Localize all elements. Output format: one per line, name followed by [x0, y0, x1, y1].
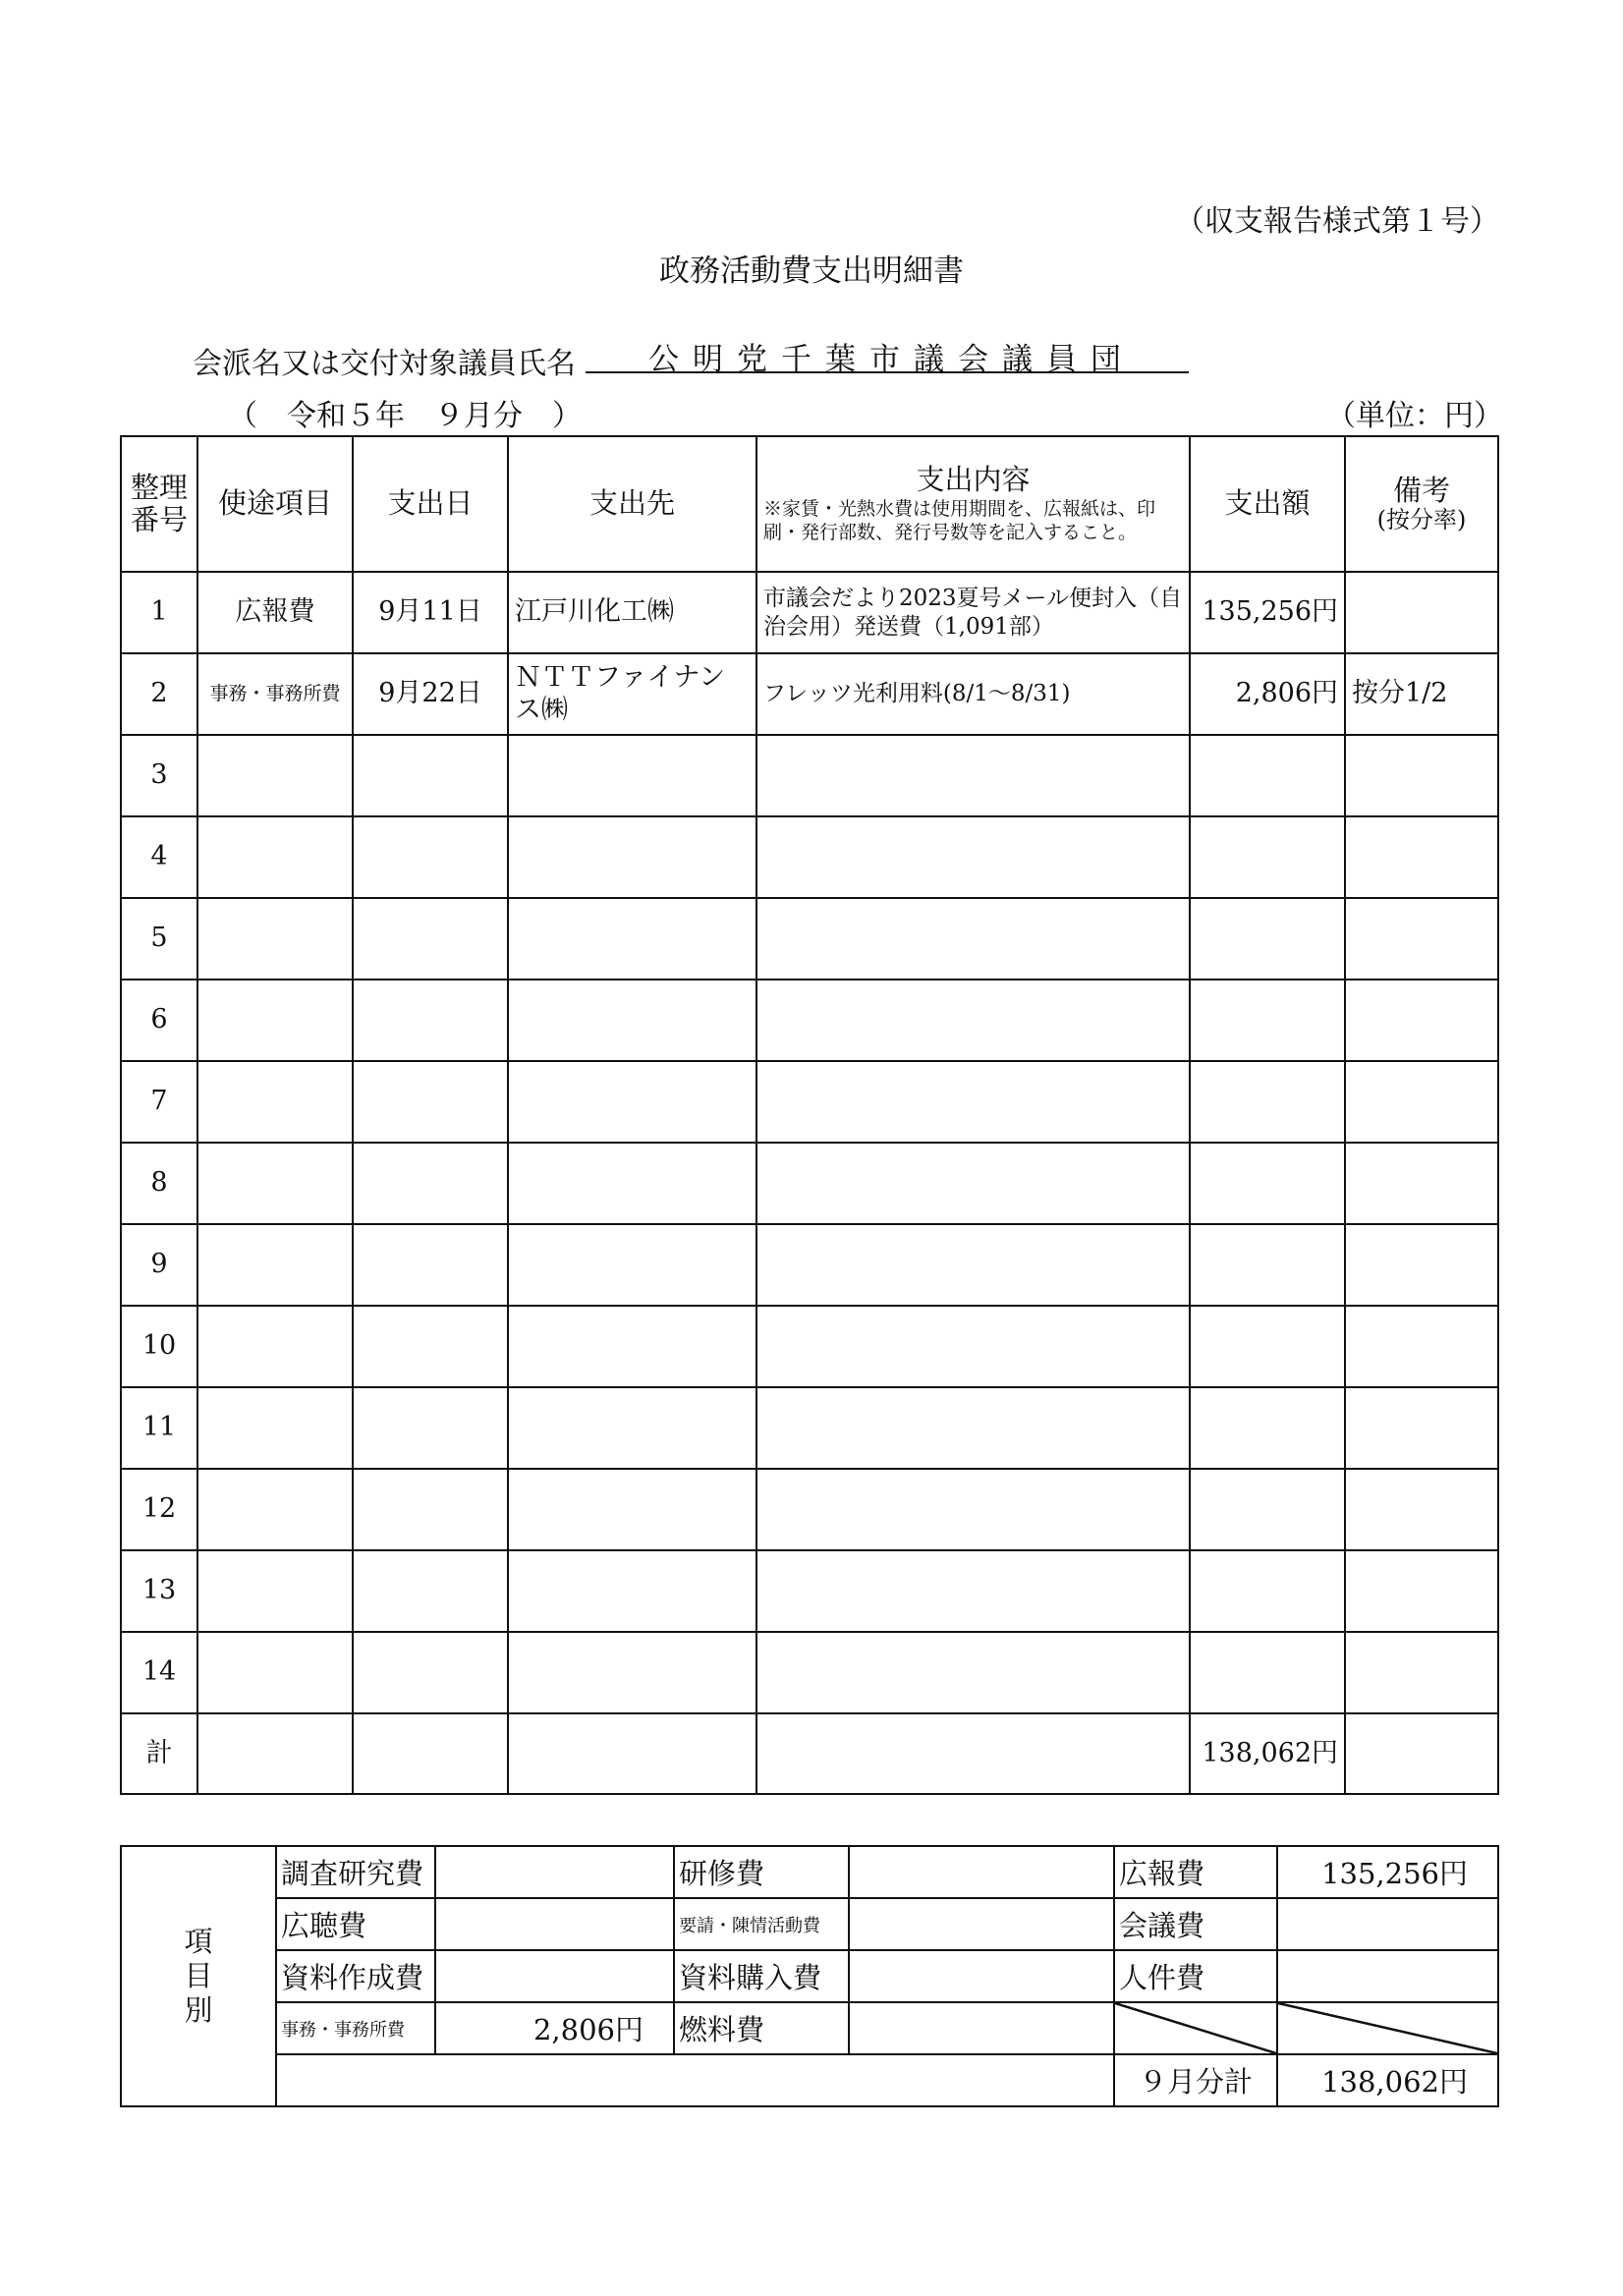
row-payee [508, 1306, 756, 1387]
summary-label: 事務・事務所費 [276, 2002, 435, 2054]
row-category [197, 1469, 353, 1550]
total-empty-cell [1345, 1713, 1498, 1794]
row-number: 12 [121, 1469, 197, 1550]
total-empty-cell [197, 1713, 353, 1794]
summary-label: 広報費 [1114, 1846, 1277, 1898]
row-number: 11 [121, 1387, 197, 1469]
row-amount [1190, 898, 1345, 980]
row-number: 6 [121, 980, 197, 1061]
summary-label: 研修費 [674, 1846, 849, 1898]
row-amount: 2,806円 [1190, 653, 1345, 735]
row-category [197, 1061, 353, 1143]
row-remarks [1345, 1306, 1498, 1387]
row-remarks [1345, 816, 1498, 898]
row-content [756, 1632, 1190, 1713]
row-date: 9月11日 [353, 572, 508, 653]
summary-label: 燃料費 [674, 2002, 849, 2054]
row-category [197, 1306, 353, 1387]
total-empty-cell [756, 1713, 1190, 1794]
month-total-value: 138,062円 [1277, 2054, 1498, 2106]
table-row [121, 1469, 1498, 1550]
col-header-content-note: ※家賃・光熱水費は使用期間を、広報紙は、印刷・発行部数、発行号数等を記入すること。 [763, 497, 1156, 543]
table-row [121, 572, 1498, 653]
row-content [756, 1061, 1190, 1143]
category-summary-table [120, 1845, 1499, 2107]
row-remarks [1345, 1387, 1498, 1469]
row-remarks [1345, 898, 1498, 980]
row-amount [1190, 1469, 1345, 1550]
summary-heading [121, 1846, 276, 2106]
summary-row [121, 1846, 1498, 1898]
row-payee: ＮＴＴファイナンス㈱ [508, 653, 756, 735]
row-remarks [1345, 1632, 1498, 1713]
row-content [756, 1469, 1190, 1550]
document-title: 政務活動費支出明細書 [659, 253, 964, 289]
row-category [197, 1632, 353, 1713]
row-date [353, 1632, 508, 1713]
row-date: 9月22日 [353, 653, 508, 735]
row-remarks [1345, 1061, 1498, 1143]
table-row [121, 735, 1498, 816]
row-category [197, 898, 353, 980]
month-total-label: ９月分計 [1114, 2054, 1277, 2106]
col-header-remarks-sub: (按分率) [1376, 505, 1467, 533]
row-payee [508, 1550, 756, 1632]
col-header-category: 使途項目 [197, 436, 353, 572]
table-header-row [121, 436, 1498, 572]
col-header-no: 整理番号 [121, 436, 197, 572]
summary-label: 要請・陳情活動費 [674, 1898, 849, 1950]
row-number: 9 [121, 1224, 197, 1306]
row-remarks: 按分1/2 [1345, 653, 1498, 735]
summary-heading-text: 項目別 [184, 1925, 213, 2027]
row-number: 5 [121, 898, 197, 980]
row-content: 市議会だより2023夏号メール便封入（自治会用）発送費（1,091部） [756, 572, 1190, 653]
row-amount: 135,256円 [1190, 572, 1345, 653]
col-header-payee: 支出先 [508, 436, 756, 572]
total-empty-cell [353, 1713, 508, 1794]
table-row [121, 1632, 1498, 1713]
row-date [353, 980, 508, 1061]
summary-label: 資料作成費 [276, 1950, 435, 2002]
row-date [353, 816, 508, 898]
row-number: 8 [121, 1143, 197, 1224]
summary-blank-cell [276, 2054, 1114, 2106]
summary-row [121, 1950, 1498, 2002]
row-payee [508, 1224, 756, 1306]
total-row [121, 1713, 1498, 1794]
row-amount [1190, 1632, 1345, 1713]
row-number: 13 [121, 1550, 197, 1632]
summary-value [849, 1846, 1114, 1898]
period-label: （ 令和５年 ９月分 ） [228, 399, 582, 433]
table-row [121, 980, 1498, 1061]
row-category [197, 1224, 353, 1306]
summary-value: 2,806円 [435, 2002, 674, 2054]
row-payee [508, 816, 756, 898]
table-row [121, 898, 1498, 980]
row-content [756, 1387, 1190, 1469]
row-content: フレッツ光利用料(8/1～8/31) [756, 653, 1190, 735]
row-payee [508, 1469, 756, 1550]
row-category: 事務・事務所費 [197, 653, 353, 735]
col-header-content [756, 436, 1190, 572]
table-row [121, 1143, 1498, 1224]
row-content [756, 1550, 1190, 1632]
unit-label: （単位：円） [1326, 399, 1503, 433]
row-date [353, 1387, 508, 1469]
row-date [353, 1469, 508, 1550]
row-remarks [1345, 1143, 1498, 1224]
row-content [756, 1306, 1190, 1387]
total-amount: 138,062円 [1190, 1713, 1345, 1794]
row-remarks [1345, 1550, 1498, 1632]
row-number: 7 [121, 1061, 197, 1143]
slash-blank-cell [1114, 2002, 1277, 2054]
summary-value [435, 1846, 674, 1898]
row-payee [508, 980, 756, 1061]
row-content [756, 735, 1190, 816]
expense-detail-table [120, 435, 1499, 1795]
row-date [353, 898, 508, 980]
row-remarks [1345, 572, 1498, 653]
row-number: 14 [121, 1632, 197, 1713]
summary-row [121, 2002, 1498, 2054]
summary-value [435, 1950, 674, 2002]
summary-total-row [121, 2054, 1498, 2106]
row-amount [1190, 816, 1345, 898]
row-category [197, 980, 353, 1061]
summary-value [1277, 1898, 1498, 1950]
row-content [756, 980, 1190, 1061]
table-row [121, 1306, 1498, 1387]
row-category [197, 1143, 353, 1224]
row-category [197, 735, 353, 816]
row-payee [508, 1632, 756, 1713]
row-category: 広報費 [197, 572, 353, 653]
row-date [353, 1143, 508, 1224]
row-category [197, 1550, 353, 1632]
summary-value [435, 1898, 674, 1950]
summary-label: 会議費 [1114, 1898, 1277, 1950]
row-number: 2 [121, 653, 197, 735]
summary-value [849, 1898, 1114, 1950]
table-row [121, 653, 1498, 735]
row-amount [1190, 1224, 1345, 1306]
row-amount [1190, 1550, 1345, 1632]
table-row [121, 1061, 1498, 1143]
row-payee [508, 1143, 756, 1224]
summary-value: 135,256円 [1277, 1846, 1498, 1898]
org-name-value: 公明党千葉市議会議員団 [586, 334, 1189, 373]
row-payee [508, 1061, 756, 1143]
table-row [121, 816, 1498, 898]
summary-label: 調査研究費 [276, 1846, 435, 1898]
row-payee [508, 735, 756, 816]
row-amount [1190, 1306, 1345, 1387]
row-amount [1190, 735, 1345, 816]
row-remarks [1345, 1224, 1498, 1306]
row-payee [508, 1387, 756, 1469]
slash-blank-cell [1277, 2002, 1498, 2054]
row-number: 10 [121, 1306, 197, 1387]
total-label: 計 [121, 1713, 197, 1794]
row-date [353, 735, 508, 816]
row-date [353, 1224, 508, 1306]
row-number: 4 [121, 816, 197, 898]
row-amount [1190, 1061, 1345, 1143]
summary-value [849, 2002, 1114, 2054]
form-number-label: （収支報告様式第１号） [1175, 204, 1499, 239]
summary-value [849, 1950, 1114, 2002]
row-content [756, 898, 1190, 980]
col-header-content-title: 支出内容 [916, 462, 1031, 496]
summary-label: 広聴費 [276, 1898, 435, 1950]
row-remarks [1345, 980, 1498, 1061]
table-row [121, 1387, 1498, 1469]
table-row [121, 1224, 1498, 1306]
row-content [756, 1143, 1190, 1224]
summary-row [121, 1898, 1498, 1950]
row-remarks [1345, 735, 1498, 816]
row-content [756, 816, 1190, 898]
total-empty-cell [508, 1713, 756, 1794]
row-date [353, 1550, 508, 1632]
row-date [353, 1061, 508, 1143]
row-content [756, 1224, 1190, 1306]
summary-label: 人件費 [1114, 1950, 1277, 2002]
row-payee: 江戸川化工㈱ [508, 572, 756, 653]
row-category [197, 1387, 353, 1469]
org-name-label: 会派名又は交付対象議員氏名 [193, 347, 576, 381]
row-date [353, 1306, 508, 1387]
row-amount [1190, 1387, 1345, 1469]
row-number: 1 [121, 572, 197, 653]
col-header-remarks [1345, 436, 1498, 572]
summary-value [1277, 1950, 1498, 2002]
col-header-date: 支出日 [353, 436, 508, 572]
row-amount [1190, 1143, 1345, 1224]
row-payee [508, 898, 756, 980]
row-amount [1190, 980, 1345, 1061]
col-header-amount: 支出額 [1190, 436, 1345, 572]
summary-label: 資料購入費 [674, 1950, 849, 2002]
col-header-remarks-title: 備考 [1392, 473, 1450, 507]
table-row [121, 1550, 1498, 1632]
row-remarks [1345, 1469, 1498, 1550]
row-category [197, 816, 353, 898]
row-number: 3 [121, 735, 197, 816]
